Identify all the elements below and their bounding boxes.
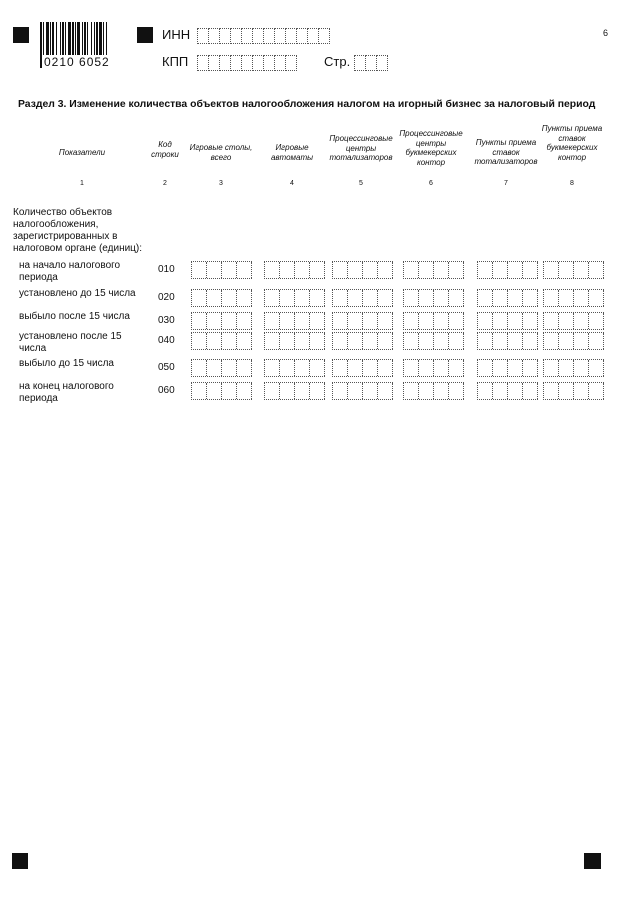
value-cell[interactable] [192,383,207,399]
inn-cell[interactable] [318,28,330,44]
value-cell[interactable] [478,383,493,399]
value-cell[interactable] [378,383,393,399]
value-cell[interactable] [404,313,419,329]
value-cell[interactable] [192,290,207,306]
value-cell[interactable] [280,360,295,376]
value-cell[interactable] [449,383,464,399]
column-header-6: Процессинговые центры букмекерских контор [399,129,463,167]
value-cell[interactable] [378,313,393,329]
value-cell[interactable] [589,313,604,329]
value-cell[interactable] [559,333,574,349]
value-cell[interactable] [333,262,348,278]
value-cell[interactable] [449,333,464,349]
page-label: Стр. [324,54,351,69]
value-cell[interactable] [363,262,378,278]
kpp-label: КПП [162,54,189,69]
value-cell[interactable] [280,333,295,349]
row-code: 060 [158,385,175,396]
value-cell[interactable] [310,383,325,399]
value-cell[interactable] [404,383,419,399]
value-cell[interactable] [493,333,508,349]
value-cell[interactable] [237,262,252,278]
value-cell[interactable] [348,383,363,399]
value-cell[interactable] [348,333,363,349]
value-cell[interactable] [265,383,280,399]
value-cell[interactable] [333,383,348,399]
value-cell[interactable] [544,262,559,278]
value-cell[interactable] [493,383,508,399]
value-field-col-7[interactable] [477,332,538,350]
value-cell[interactable] [222,333,237,349]
value-field-col-6[interactable] [403,261,464,279]
value-cell[interactable] [310,333,325,349]
value-cell[interactable] [333,290,348,306]
column-header-2: Код строки [151,140,179,159]
value-field-col-7[interactable] [477,289,538,307]
value-cell[interactable] [237,383,252,399]
value-cell[interactable] [434,262,449,278]
value-cell[interactable] [574,313,589,329]
value-cell[interactable] [363,360,378,376]
value-cell[interactable] [574,360,589,376]
value-cell[interactable] [523,262,538,278]
value-cell[interactable] [265,360,280,376]
kpp-field[interactable] [197,55,296,71]
value-cell[interactable] [449,262,464,278]
value-cell[interactable] [404,333,419,349]
column-header-3: Игровые столы, всего [189,143,253,162]
value-field-col-6[interactable] [403,382,464,400]
column-header-4: Игровые автоматы [270,143,314,162]
value-cell[interactable] [559,262,574,278]
registration-marker-top-middle [137,27,153,43]
value-cell[interactable] [434,383,449,399]
column-number-3: 3 [219,180,223,187]
value-cell[interactable] [222,360,237,376]
value-field-col-8[interactable] [543,332,604,350]
value-cell[interactable] [222,313,237,329]
column-number-6: 6 [429,180,433,187]
value-cell[interactable] [419,383,434,399]
value-cell[interactable] [493,262,508,278]
value-cell[interactable] [207,290,222,306]
value-cell[interactable] [207,313,222,329]
value-cell[interactable] [508,383,523,399]
value-cell[interactable] [404,360,419,376]
value-cell[interactable] [589,383,604,399]
value-cell[interactable] [404,290,419,306]
column-number-5: 5 [359,180,363,187]
value-cell[interactable] [295,333,310,349]
column-number-2: 2 [163,180,167,187]
value-cell[interactable] [310,262,325,278]
value-cell[interactable] [574,262,589,278]
value-cell[interactable] [508,262,523,278]
value-cell[interactable] [523,333,538,349]
value-field-col-3[interactable] [191,359,252,377]
value-cell[interactable] [589,290,604,306]
value-cell[interactable] [310,313,325,329]
value-cell[interactable] [559,290,574,306]
value-cell[interactable] [378,360,393,376]
value-field-col-4[interactable] [264,289,325,307]
value-cell[interactable] [559,313,574,329]
value-cell[interactable] [419,262,434,278]
value-cell[interactable] [265,290,280,306]
value-cell[interactable] [192,262,207,278]
value-field-col-7[interactable] [477,312,538,330]
value-cell[interactable] [478,290,493,306]
registration-marker-top-left [13,27,29,43]
registration-marker-bottom-right [584,853,601,869]
value-cell[interactable] [508,290,523,306]
value-field-col-4[interactable] [264,261,325,279]
value-cell[interactable] [310,290,325,306]
value-cell[interactable] [544,333,559,349]
value-cell[interactable] [363,333,378,349]
page-index: 6 [603,28,609,38]
row-label: на конец налогового периода [19,381,114,404]
row-code: 050 [158,362,175,373]
value-cell[interactable] [493,290,508,306]
value-cell[interactable] [222,290,237,306]
value-cell[interactable] [192,333,207,349]
value-cell[interactable] [419,313,434,329]
value-cell[interactable] [478,313,493,329]
value-cell[interactable] [280,313,295,329]
value-cell[interactable] [363,290,378,306]
value-cell[interactable] [508,360,523,376]
value-cell[interactable] [419,333,434,349]
value-cell[interactable] [523,360,538,376]
value-cell[interactable] [523,313,538,329]
value-field-col-7[interactable] [477,382,538,400]
value-cell[interactable] [559,360,574,376]
barcode-number: 0210 6052 [44,55,110,69]
group-label: Количество объектов налогообложения, зарегистрированных в налоговом органе (единиц): [13,207,143,254]
value-cell[interactable] [348,262,363,278]
value-cell[interactable] [508,313,523,329]
value-field-col-6[interactable] [403,359,464,377]
value-cell[interactable] [574,333,589,349]
value-cell[interactable] [280,383,295,399]
value-cell[interactable] [559,383,574,399]
value-cell[interactable] [207,383,222,399]
value-cell[interactable] [265,333,280,349]
value-cell[interactable] [404,262,419,278]
column-header-7: Пункты приема ставок тотализаторов [474,138,538,166]
column-number-1: 1 [80,180,84,187]
value-cell[interactable] [333,333,348,349]
value-field-col-5[interactable] [332,359,393,377]
row-label: на начало налогового периода [19,260,121,283]
value-field-col-7[interactable] [477,359,538,377]
value-cell[interactable] [265,313,280,329]
value-cell[interactable] [378,262,393,278]
value-cell[interactable] [449,313,464,329]
value-cell[interactable] [378,290,393,306]
value-field-col-3[interactable] [191,312,252,330]
value-cell[interactable] [295,313,310,329]
section-title: Раздел 3. Изменение количества объектов налогообложения налогом на игорный бизнес за налоговый период [18,99,596,110]
value-cell[interactable] [280,262,295,278]
value-field-col-3[interactable] [191,289,252,307]
row-label: установлено до 15 числа [19,288,136,299]
value-field-col-5[interactable] [332,261,393,279]
value-cell[interactable] [589,262,604,278]
column-number-8: 8 [570,180,574,187]
inn-field[interactable] [197,28,329,44]
value-cell[interactable] [295,290,310,306]
value-cell[interactable] [449,290,464,306]
value-cell[interactable] [574,383,589,399]
page-cell[interactable] [376,55,388,71]
value-field-col-8[interactable] [543,289,604,307]
registration-marker-bottom-left [12,853,28,869]
value-field-col-6[interactable] [403,289,464,307]
value-cell[interactable] [295,383,310,399]
value-cell[interactable] [523,383,538,399]
value-field-col-7[interactable] [477,261,538,279]
value-field-col-3[interactable] [191,332,252,350]
value-field-col-5[interactable] [332,289,393,307]
value-cell[interactable] [333,360,348,376]
value-cell[interactable] [348,360,363,376]
value-cell[interactable] [192,313,207,329]
row-label: установлено после 15 числа [19,331,122,354]
value-cell[interactable] [222,383,237,399]
inn-label: ИНН [162,27,191,42]
value-field-col-4[interactable] [264,312,325,330]
value-cell[interactable] [237,313,252,329]
value-cell[interactable] [237,360,252,376]
value-cell[interactable] [378,333,393,349]
value-field-col-8[interactable] [543,312,604,330]
value-field-col-8[interactable] [543,359,604,377]
value-field-col-4[interactable] [264,382,325,400]
value-cell[interactable] [544,313,559,329]
row-label: выбыло после 15 числа [19,311,130,322]
value-cell[interactable] [434,333,449,349]
page-field[interactable] [354,55,387,71]
row-code: 040 [158,335,175,346]
value-cell[interactable] [508,333,523,349]
column-number-7: 7 [504,180,508,187]
row-code: 020 [158,292,175,303]
column-header-8: Пункты приема ставок букмекерских контор [541,124,603,162]
value-cell[interactable] [265,262,280,278]
value-cell[interactable] [434,360,449,376]
value-field-col-5[interactable] [332,382,393,400]
value-cell[interactable] [333,313,348,329]
column-header-5: Процессинговые центры тотализаторов [329,134,393,162]
value-cell[interactable] [434,290,449,306]
value-field-col-8[interactable] [543,382,604,400]
value-cell[interactable] [363,313,378,329]
row-code: 030 [158,315,175,326]
value-cell[interactable] [574,290,589,306]
value-cell[interactable] [493,360,508,376]
value-cell[interactable] [348,290,363,306]
column-header-1: Показатели [58,148,106,157]
value-cell[interactable] [478,333,493,349]
row-code: 010 [158,264,175,275]
value-cell[interactable] [280,290,295,306]
value-cell[interactable] [348,313,363,329]
value-field-col-4[interactable] [264,332,325,350]
value-cell[interactable] [237,290,252,306]
value-field-col-3[interactable] [191,382,252,400]
value-cell[interactable] [589,360,604,376]
value-cell[interactable] [192,360,207,376]
value-cell[interactable] [207,360,222,376]
value-cell[interactable] [589,333,604,349]
value-cell[interactable] [363,383,378,399]
value-cell[interactable] [207,333,222,349]
value-field-col-6[interactable] [403,332,464,350]
value-field-col-8[interactable] [543,261,604,279]
value-cell[interactable] [419,360,434,376]
value-cell[interactable] [478,262,493,278]
value-cell[interactable] [478,360,493,376]
value-cell[interactable] [295,360,310,376]
value-cell[interactable] [419,290,434,306]
value-cell[interactable] [493,313,508,329]
value-cell[interactable] [207,262,222,278]
column-number-4: 4 [290,180,294,187]
kpp-cell[interactable] [285,55,297,71]
value-cell[interactable] [295,262,310,278]
value-cell[interactable] [449,360,464,376]
value-cell[interactable] [434,313,449,329]
value-field-col-3[interactable] [191,261,252,279]
value-field-col-5[interactable] [332,312,393,330]
value-cell[interactable] [222,262,237,278]
row-label: выбыло до 15 числа [19,358,114,369]
value-field-col-5[interactable] [332,332,393,350]
value-cell[interactable] [544,290,559,306]
value-cell[interactable] [237,333,252,349]
value-field-col-6[interactable] [403,312,464,330]
value-cell[interactable] [310,360,325,376]
value-cell[interactable] [544,360,559,376]
value-cell[interactable] [523,290,538,306]
value-cell[interactable] [544,383,559,399]
value-field-col-4[interactable] [264,359,325,377]
